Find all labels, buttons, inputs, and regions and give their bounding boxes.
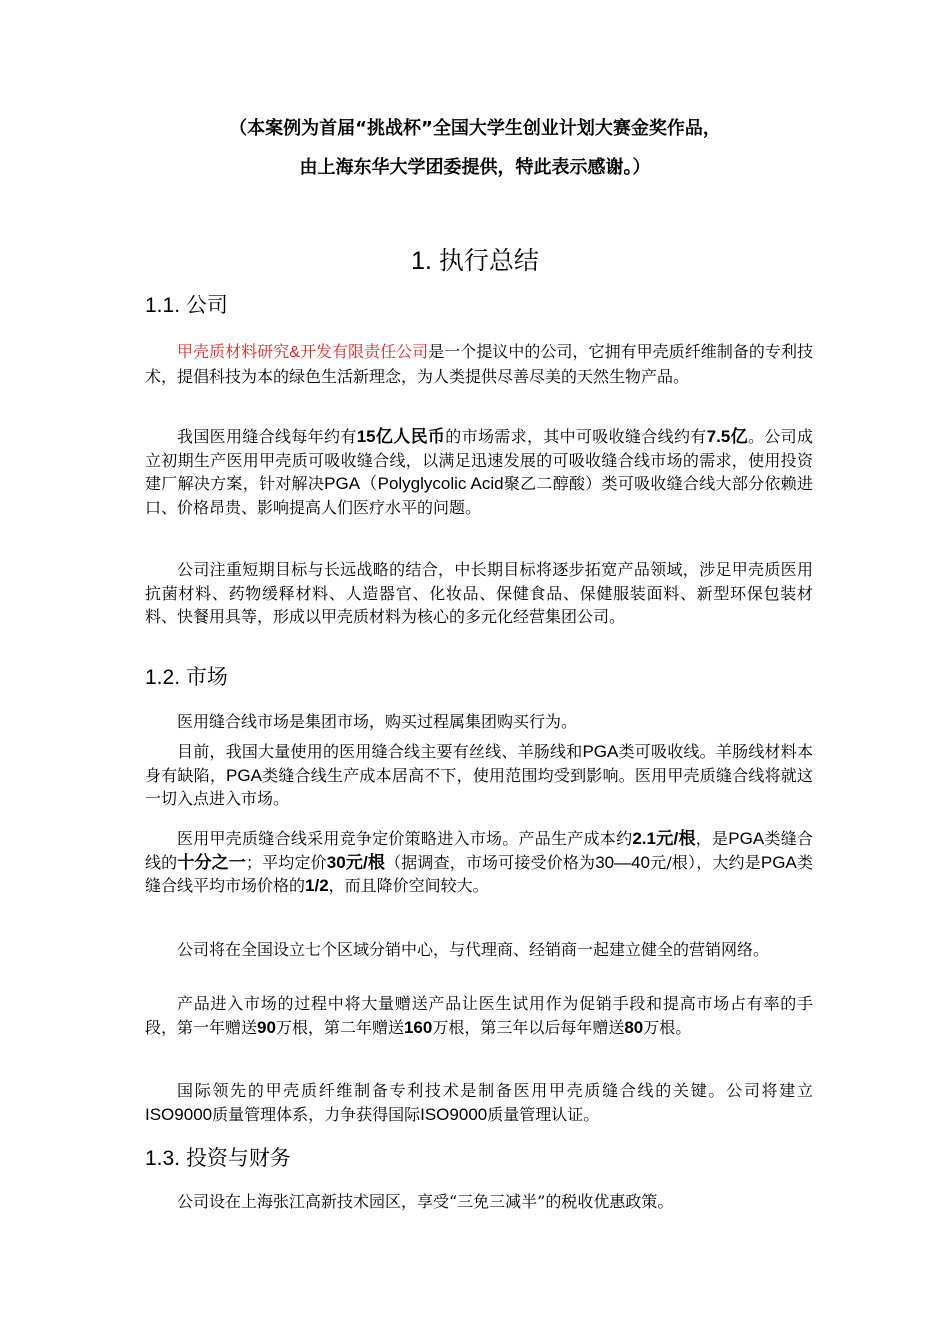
acknowledgement-note-line-2: 由上海东华大学团委提供，特此表示感谢。）	[299, 157, 651, 178]
company-name: 甲壳质材料研究&开发有限责任公司	[177, 344, 429, 361]
market-size-highlight: 15亿人民币	[356, 427, 446, 446]
market-paragraph-1: 医用缝合线市场是集团市场，购买过程属集团购买行为。	[177, 712, 578, 731]
market-paragraph-6: 国际领先的甲壳质纤维制备专利技术是制备医用甲壳质缝合线的关键。公司将建立ISO9000质量管理体系，力争获得国际ISO9000质量管理认证。	[145, 1081, 813, 1124]
price-highlight: 30元/根	[326, 852, 386, 872]
company-paragraph-3: 公司注重短期目标与长远战略的结合，中长期目标将逐步拓宽产品领域，涉足甲壳质医用抗菌材料、药物缓释材料、人造器官、化妆品、保健食品、保健服装面料、新型环保包装材料、快餐用具等，形成以甲壳质材料为核心的多元化经营集团公司。	[145, 560, 813, 626]
company-paragraph-1: 甲壳质材料研究&开发有限责任公司是一个提议中的公司，它拥有甲壳质纤维制备的专利技术，提倡科技为本的绿色生活新理念，为人类提供尽善尽美的天然生物产品。	[145, 342, 813, 386]
section-heading-investment: 1.3. 投资与财务	[145, 1147, 291, 1170]
market-paragraph-5: 产品进入市场的过程中将大量赠送产品让医生试用作为促销手段和提高市场占有率的手段，第一年赠送90万根，第二年赠送160万根，第三年以后每年赠送80万根。	[145, 994, 813, 1037]
market-paragraph-2: 目前，我国大量使用的医用缝合线主要有丝线、羊肠线和PGA类可吸收线。羊肠线材料本身有缺陷，PGA类缝合线生产成本居高不下，使用范围均受到影响。医用甲壳质缝合线将就这一切入点进入市场。	[145, 742, 813, 808]
chapter-title: 1. 执行总结	[411, 247, 539, 275]
market-paragraph-3: 医用甲壳质缝合线采用竞争定价策略进入市场。产品生产成本约2.1元/根，是PGA类缝合线的十分之一；平均定价30元/根（据调查，市场可接受价格为30—40元/根），大约是PGA类缝合线平均市场价格的1/2，而且降价空间较大。	[145, 829, 813, 895]
acknowledgement-note-line-1: （本案例为首届“挑战杯”全国大学生创业计划大赛金奖作品，	[229, 118, 721, 139]
section-heading-market: 1.2. 市场	[145, 666, 228, 689]
investment-paragraph-1: 公司设在上海张江高新技术园区，享受“三免三减半”的税收优惠政策。	[177, 1192, 674, 1211]
absorbable-size-highlight: 7.5亿	[706, 427, 748, 446]
company-paragraph-2: 我国医用缝合线每年约有15亿人民币的市场需求，其中可吸收缝合线约有7.5亿。公司成立初期生产医用甲壳质可吸收缝合线，以满足迅速发展的可吸收缝合线市场的需求，使用投资建厂解决方案，针对解决PGA（Polyglycolic Acid聚乙二醇酸）类可吸收缝合线大部分依赖进口、价格昂贵、影响提高人们医疗水平的问题。	[145, 427, 813, 517]
section-heading-company: 1.1. 公司	[145, 294, 228, 317]
cost-highlight: 2.1元/根	[632, 829, 696, 848]
market-paragraph-4: 公司将在全国设立七个区域分销中心，与代理商、经销商一起建立健全的营销网络。	[177, 940, 770, 959]
